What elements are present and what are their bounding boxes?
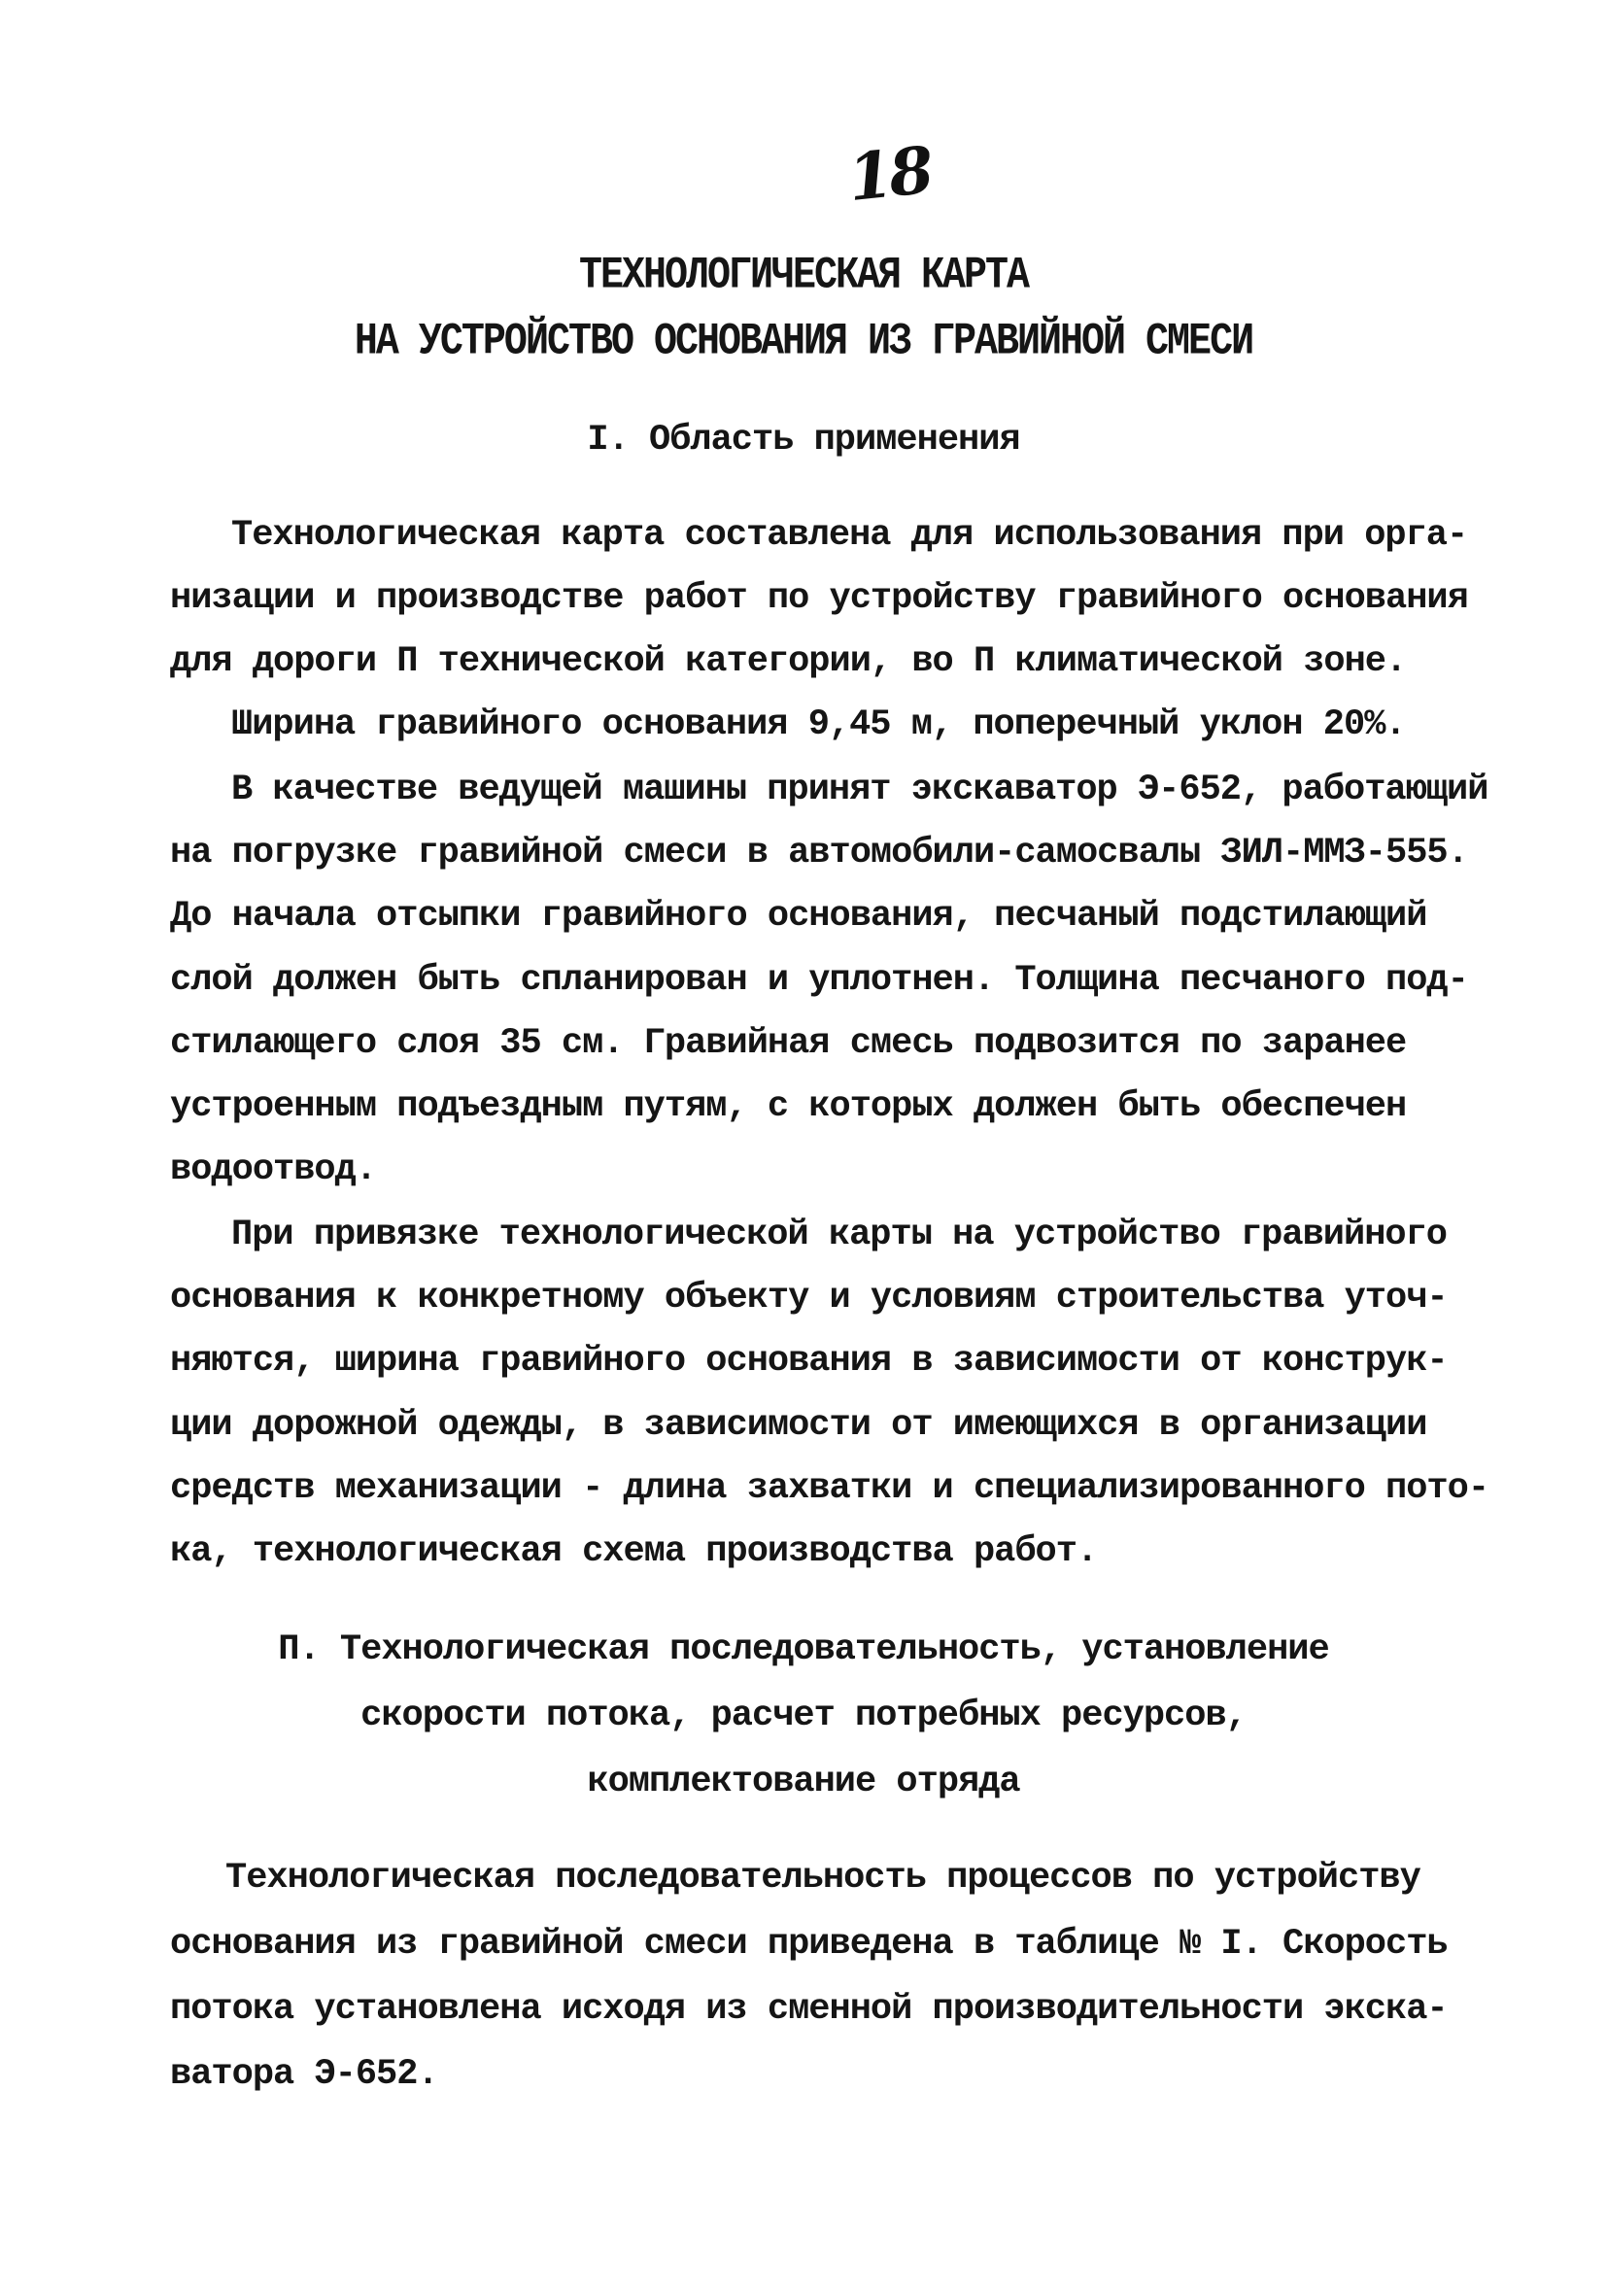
section-1-paragraph-line: водоотвод. [170,1149,377,1190]
section-1-paragraph-line: стилающего слоя 35 см. Гравийная смесь подвозится по заранее [170,1023,1407,1064]
section-2-heading-line: комплектование отряда [587,1762,1020,1802]
document-title-line-2: НА УСТРОЙСТВО ОСНОВАНИЯ ИЗ ГРАВИЙНОЙ СМЕСИ [354,317,1253,368]
section-1-paragraph-line: на погрузке гравийной смеси в автомобили-самосвалы ЗИЛ-ММЗ-555. [170,833,1468,874]
section-1-paragraph-line: Ширина гравийного основания 9,45 м, поперечный уклон 20%. [231,704,1406,745]
section-1-paragraph-line: Технологическая карта составлена для использования при орга- [231,515,1468,556]
section-1-paragraph-line: До начала отсыпки гравийного основания, песчаный подстилающий [170,896,1427,937]
section-1-paragraph-line: низации и производстве работ по устройству гравийного основания [170,578,1468,619]
section-2-paragraph-line: основания из гравийной смеси приведена в таблице № I. Скорость [170,1924,1448,1965]
section-1-paragraph-line: для дороги П технической категории, во П климатической зоне. [170,641,1407,682]
document-title-line-1: ТЕХНОЛОГИЧЕСКАЯ КАРТА [578,251,1029,302]
section-1-paragraph-line: слой должен быть спланирован и уплотнен. Толщина песчаного под- [170,960,1468,1001]
section-2-heading-line: П. Технологическая последовательность, установление [278,1629,1329,1670]
section-1-paragraph-line: В качестве ведущей машины принят экскаватор Э-652, работающий [231,770,1488,810]
section-2-heading-line: скорости потока, расчет потребных ресурсов, [360,1696,1247,1736]
section-2-paragraph-line: потока установлена исходя из сменной производительности экска- [170,1989,1448,2030]
section-2-paragraph-line: Технологическая последовательность процессов по устройству [225,1858,1420,1899]
section-2-paragraph-line: ватора Э-652. [170,2054,438,2095]
section-1-paragraph-line: устроенным подъездным путям, с которых должен быть обеспечен [170,1086,1407,1127]
section-1-paragraph-line: ка, технологическая схема производства работ. [170,1531,1098,1572]
section-1-paragraph-line: основания к конкретному объекту и условиям строительства уточ- [170,1278,1448,1319]
section-1-paragraph-line: средств механизации - длина захватки и специализированного пото- [170,1468,1489,1509]
section-1-heading: I. Область применения [587,420,1020,461]
section-1-paragraph-line: При привязке технологической карты на устройство гравийного [231,1215,1448,1255]
section-1-paragraph-line: ции дорожной одежды, в зависимости от имеющихся в организации [170,1405,1427,1446]
page-number: 18 [844,131,934,217]
section-1-paragraph-line: няются, ширина гравийного основания в зависимости от конструк- [170,1341,1448,1382]
